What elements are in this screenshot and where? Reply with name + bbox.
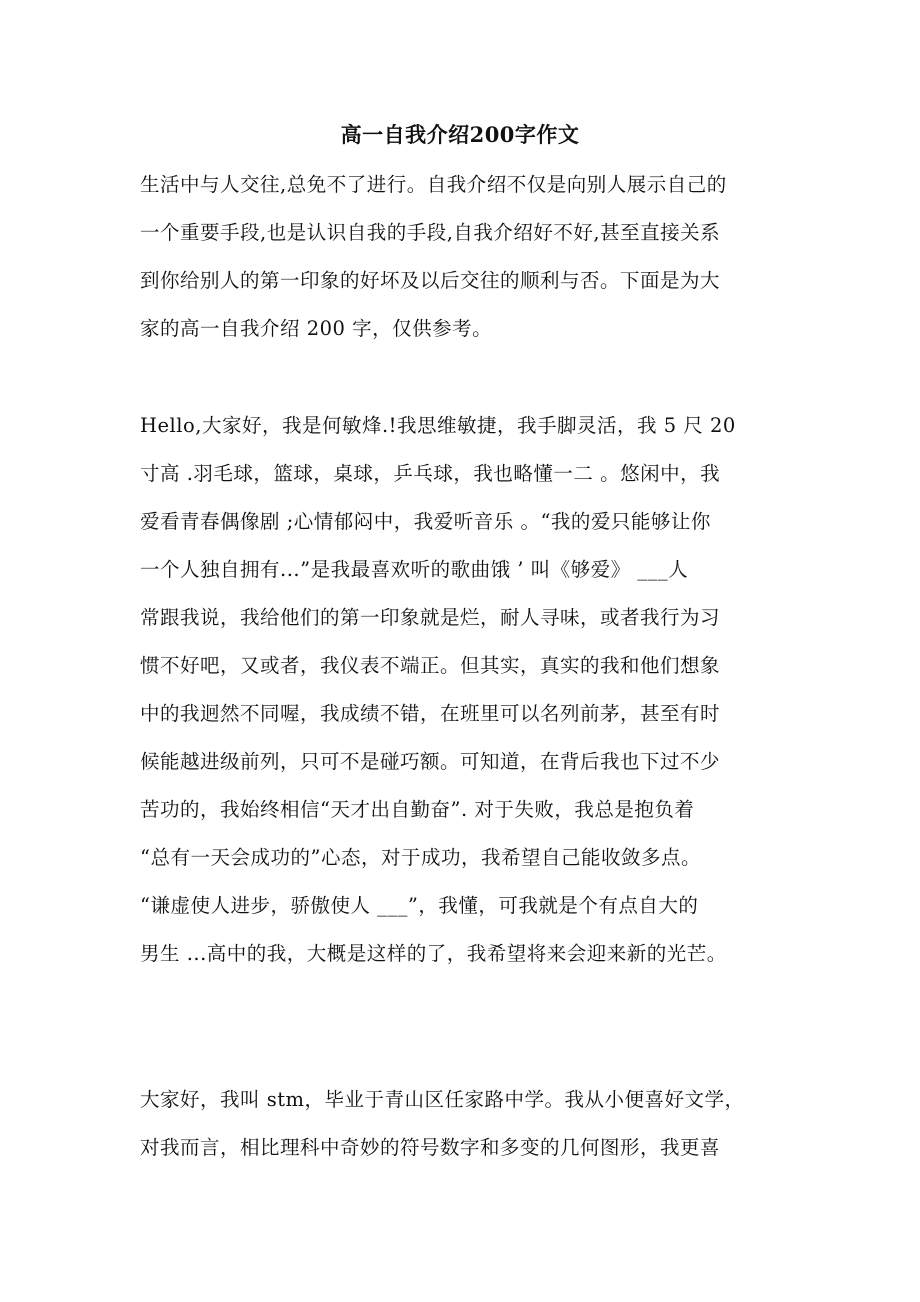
- text-line: 一个人独自拥有...”是我最喜欢听的歌曲饿 ’ 叫《够爱》 ___人: [140, 558, 689, 581]
- text-line: 到你给别人的第一印象的好坏及以后交往的顺利与否。下面是为大: [140, 269, 721, 292]
- text-line: 爱看青春偶像剧 ;心情郁闷中，我爱听音乐 。“我的爱只能够让你: [140, 510, 711, 533]
- text-line: 寸高 .羽毛球，篮球，桌球，乒乓球，我也略懂一二 。悠闲中，我: [140, 462, 721, 485]
- text-line: Hello,大家好，我是何敏烽.!我思维敏捷，我手脚灵活，我 5 尺 20: [140, 414, 736, 437]
- text-line: 中的我迥然不同喔，我成绩不错，在班里可以名列前茅，甚至有时: [140, 702, 721, 725]
- text-line: 惯不好吧，又或者，我仪表不端正。但其实，真实的我和他们想象: [140, 654, 721, 677]
- paragraph-essay-2: [140, 1076, 785, 1172]
- text-line: 候能越进级前列，只可不是碰巧额。可知道，在背后我也下过不少: [140, 750, 721, 773]
- text-line: 对我而言，相比理科中奇妙的符号数字和多变的几何图形，我更喜: [140, 1136, 721, 1159]
- text-line: “总有一天会成功的”心态，对于成功，我希望自己能收敛多点。: [140, 846, 701, 869]
- text-line: 苦功的，我始终相信“天才出自勤奋”. 对于失败，我总是抱负着: [140, 798, 695, 821]
- text-line: 生活中与人交往,总免不了进行。自我介绍不仅是向别人展示自己的: [140, 173, 727, 196]
- paragraph-intro: [140, 161, 785, 353]
- text-line: 家的高一自我介绍 200 字，仅供参考。: [140, 317, 493, 340]
- text-line: 大家好，我叫 stm，毕业于青山区任家路中学。我从小便喜好文学，: [140, 1088, 745, 1111]
- text-line: “谦虚使人进步，骄傲使人 ___”，我懂，可我就是个有点自大的: [140, 894, 699, 917]
- document-title: 高一自我介绍200字作文: [340, 122, 580, 147]
- text-line: 常跟我说，我给他们的第一印象就是烂，耐人寻味，或者我行为习: [140, 606, 721, 629]
- text-line: 一个重要手段,也是认识自我的手段,自我介绍好不好,甚至直接关系: [140, 221, 721, 244]
- paragraph-essay-1: [140, 402, 785, 978]
- text-line: 男生 ...高中的我，大概是这样的了，我希望将来会迎来新的光芒。: [140, 942, 727, 965]
